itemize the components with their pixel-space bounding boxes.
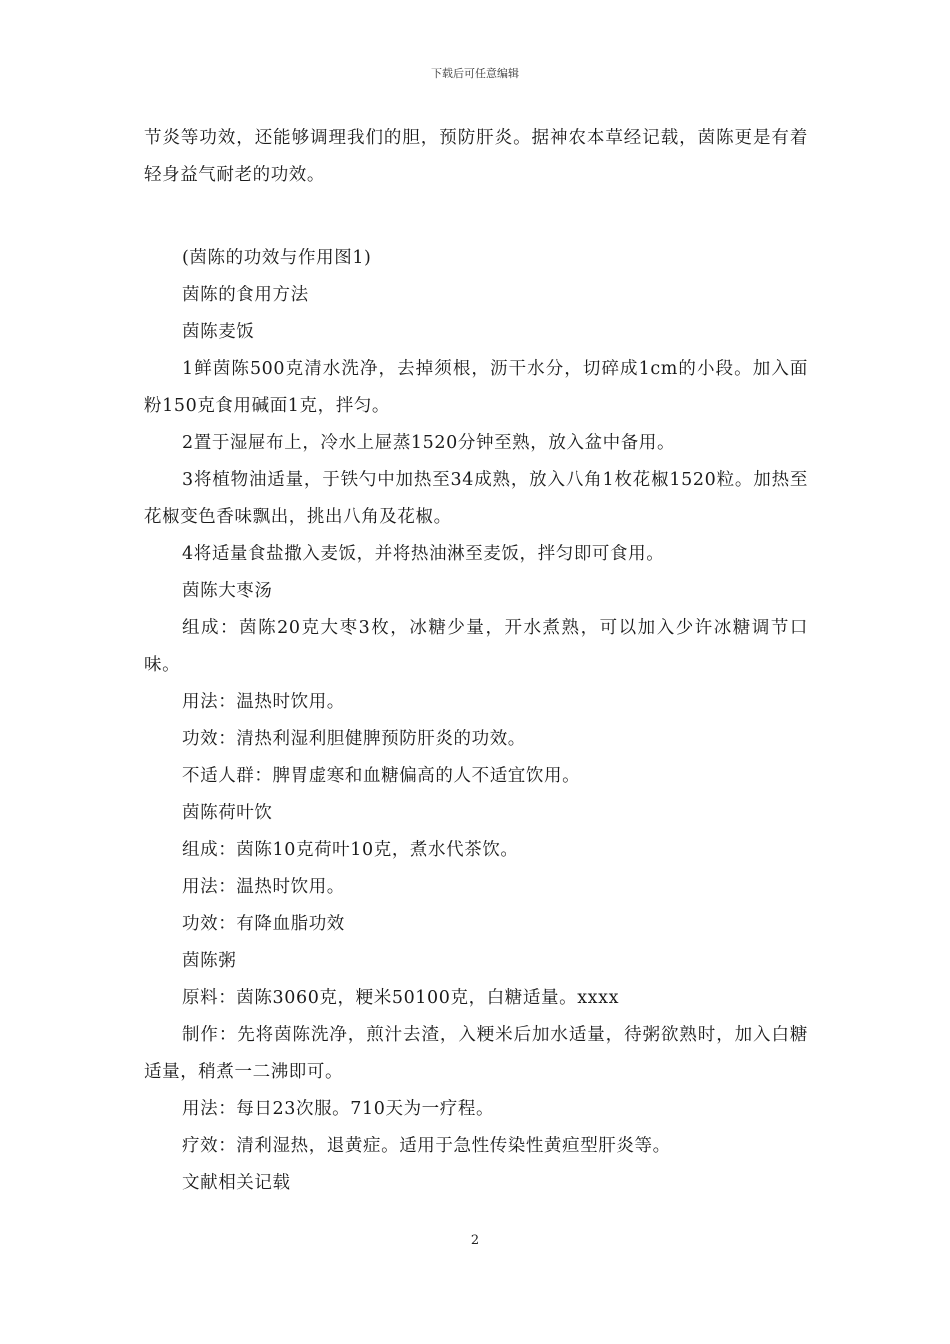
recipe-usage: 用法：温热时饮用。 (182, 877, 345, 897)
recipe-composition: 组成：茵陈10克荷叶10克，煮水代茶饮。 (182, 840, 519, 860)
recipe-title-da-zao-tang: 茵陈大枣汤 (182, 581, 273, 601)
recipe-usage: 用法：温热时饮用。 (182, 692, 345, 712)
recipe-title-zhou: 茵陈粥 (182, 951, 237, 971)
recipe-composition: 组成：茵陈20克大枣3枚，冰糖少量，开水煮熟，可以加入少许冰糖调节口味。 (144, 618, 808, 675)
recipe-step-1: 1鲜茵陈500克清水洗净，去掉须根，沥干水分，切碎成1cm的小段。加入面粉150克食用碱面1克，拌匀。 (144, 359, 808, 416)
page-header: 下载后可任意编辑 (431, 67, 519, 80)
recipe-ingredients: 原料：茵陈3060克，粳米50100克，白糖适量。xxxx (182, 988, 620, 1008)
document-body (144, 120, 808, 1202)
literature-title: 文献相关记载 (182, 1173, 291, 1193)
recipe-title-he-ye-yin: 茵陈荷叶饮 (182, 803, 273, 823)
recipe-step-4: 4将适量食盐撒入麦饭，并将热油淋至麦饭，拌匀即可食用。 (182, 544, 665, 564)
image-gap (144, 194, 808, 240)
recipe-step-3: 3将植物油适量，于铁勺中加热至34成熟，放入八角1枚花椒1520粒。加热至花椒变色香味飘出，挑出八角及花椒。 (144, 470, 808, 527)
recipe-title-mai-fan: 茵陈麦饭 (182, 322, 255, 342)
recipe-preparation: 制作：先将茵陈洗净，煎汁去渣，入粳米后加水适量，待粥欲熟时，加入白糖适量，稍煮一二沸即可。 (144, 1025, 808, 1082)
figure-caption: (茵陈的功效与作用图1) (182, 248, 372, 268)
recipe-usage: 用法：每日23次服。710天为一疗程。 (182, 1099, 495, 1119)
page-number: 2 (470, 1233, 480, 1248)
recipe-effect: 疗效：清利湿热，退黄症。适用于急性传染性黄疸型肝炎等。 (182, 1136, 671, 1156)
recipe-unsuitable: 不适人群：脾胃虚寒和血糖偏高的人不适宜饮用。 (182, 766, 581, 786)
recipe-effect: 功效：清热利湿利胆健脾预防肝炎的功效。 (182, 729, 526, 749)
recipe-effect: 功效：有降血脂功效 (182, 914, 345, 934)
recipe-step-2: 2置于湿屉布上，冷水上屉蒸1520分钟至熟，放入盆中备用。 (182, 433, 676, 453)
section-title: 茵陈的食用方法 (182, 285, 309, 305)
intro-paragraph: 节炎等功效，还能够调理我们的胆，预防肝炎。据神农本草经记载，茵陈更是有着轻身益气耐老的功效。 (144, 128, 808, 185)
